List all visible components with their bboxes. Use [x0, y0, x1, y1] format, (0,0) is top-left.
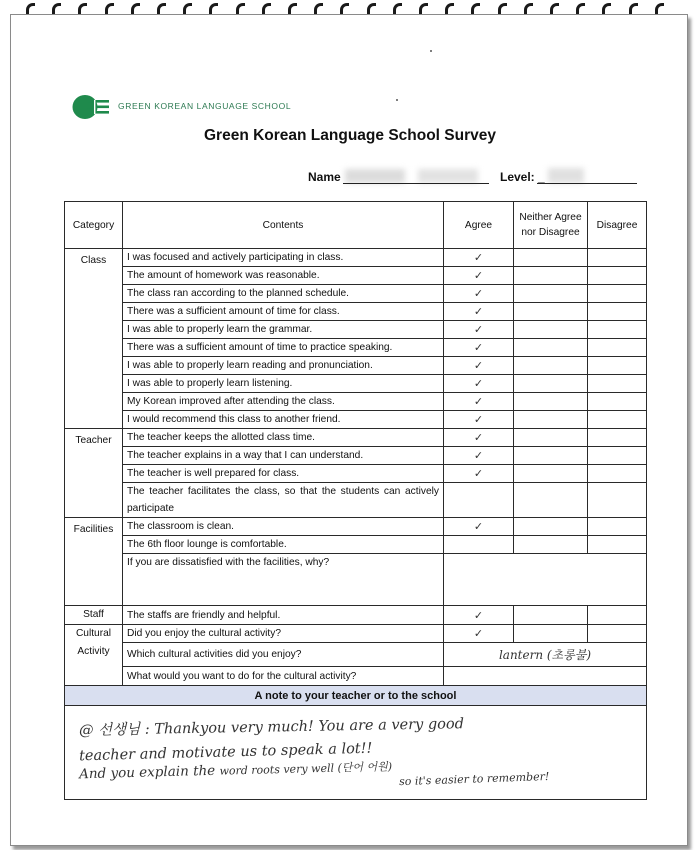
- category-class: Class: [65, 249, 123, 429]
- disagree-cell[interactable]: [588, 483, 647, 518]
- disagree-cell[interactable]: [588, 285, 647, 303]
- row-text: I would recommend this class to another friend.: [123, 411, 444, 429]
- disagree-cell[interactable]: [588, 393, 647, 411]
- row-text: I was able to properly learn listening.: [123, 375, 444, 393]
- table-row: [65, 483, 647, 518]
- row-text: The teacher facilitates the class, so that the students can actively participate: [123, 483, 444, 518]
- redacted-name: [345, 169, 405, 183]
- disagree-cell[interactable]: [588, 465, 647, 483]
- row-text: The teacher is well prepared for class.: [123, 465, 444, 483]
- page-title: Green Korean Language School Survey: [204, 127, 496, 144]
- disagree-cell[interactable]: [588, 357, 647, 375]
- neither-cell[interactable]: [514, 375, 588, 393]
- table-row: [65, 429, 647, 447]
- note-heading: A note to your teacher or to the school: [65, 686, 647, 706]
- level-field[interactable]: [537, 183, 637, 184]
- row-text: If you are dissatisfied with the facilities, why?: [123, 554, 444, 606]
- neither-cell[interactable]: [514, 285, 588, 303]
- disagree-cell[interactable]: [588, 625, 647, 643]
- agree-check[interactable]: ✓: [444, 518, 514, 536]
- header-category: Category: [65, 202, 123, 249]
- table-row: [65, 536, 647, 554]
- disagree-cell[interactable]: [588, 303, 647, 321]
- category-staff: Staff: [65, 606, 123, 625]
- neither-cell[interactable]: [514, 303, 588, 321]
- agree-check[interactable]: ✓: [444, 375, 514, 393]
- disagree-cell[interactable]: [588, 375, 647, 393]
- disagree-cell[interactable]: [588, 411, 647, 429]
- neither-cell[interactable]: [514, 357, 588, 375]
- header-contents: Contents: [123, 202, 444, 249]
- table-row: [65, 393, 647, 411]
- row-text: Which cultural activities did you enjoy?: [123, 643, 444, 667]
- table-row: [65, 357, 647, 375]
- row-text: There was a sufficient amount of time for class.: [123, 303, 444, 321]
- agree-check[interactable]: ✓: [444, 393, 514, 411]
- row-text: I was able to properly learn the grammar.: [123, 321, 444, 339]
- redacted-level: [548, 168, 584, 183]
- neither-cell[interactable]: [514, 411, 588, 429]
- agree-check[interactable]: ✓: [444, 411, 514, 429]
- agree-check[interactable]: ✓: [444, 339, 514, 357]
- table-row: [65, 285, 647, 303]
- agree-check[interactable]: ✓: [444, 606, 514, 625]
- row-text: My Korean improved after attending the class.: [123, 393, 444, 411]
- table-row: [65, 375, 647, 393]
- row-text: The 6th floor lounge is comfortable.: [123, 536, 444, 554]
- table-row: [65, 321, 647, 339]
- header-agree: Agree: [444, 202, 514, 249]
- note-header-row: [65, 686, 647, 706]
- row-text: There was a sufficient amount of time to practice speaking.: [123, 339, 444, 357]
- neither-cell[interactable]: [514, 429, 588, 447]
- category-facilities: Facilities: [65, 518, 123, 606]
- neither-cell[interactable]: [514, 321, 588, 339]
- neither-cell[interactable]: [514, 625, 588, 643]
- table-row: [65, 447, 647, 465]
- header-neither: Neither Agree nor Disagree: [514, 202, 588, 249]
- disagree-cell[interactable]: [588, 536, 647, 554]
- table-header-row: [65, 202, 647, 249]
- neither-cell[interactable]: [514, 393, 588, 411]
- agree-check[interactable]: ✓: [444, 447, 514, 465]
- agree-check[interactable]: ✓: [444, 285, 514, 303]
- row-text: The staffs are friendly and helpful.: [123, 606, 444, 625]
- agree-check[interactable]: ✓: [444, 465, 514, 483]
- agree-cell[interactable]: [444, 483, 514, 518]
- redacted-name: [418, 169, 478, 183]
- disagree-cell[interactable]: [588, 339, 647, 357]
- neither-cell[interactable]: [514, 465, 588, 483]
- row-text: The teacher keeps the allotted class time.: [123, 429, 444, 447]
- agree-cell[interactable]: [444, 536, 514, 554]
- agree-check[interactable]: ✓: [444, 429, 514, 447]
- note-line: @ 선생님 : Thankyou very much! You are a very good: [78, 716, 465, 739]
- disagree-cell[interactable]: [588, 447, 647, 465]
- disagree-cell[interactable]: [588, 429, 647, 447]
- neither-cell[interactable]: [514, 518, 588, 536]
- name-field[interactable]: [343, 183, 489, 184]
- paper-speck: [430, 50, 432, 52]
- note-line-text: word roots very well (단어 어원): [219, 760, 393, 778]
- table-row: [65, 606, 647, 625]
- note-line: so it's easier to remember!: [398, 769, 550, 789]
- row-text: I was able to properly learn reading and pronunciation.: [123, 357, 444, 375]
- category-teacher: Teacher: [65, 429, 123, 518]
- note-line-text: And you explain the: [78, 762, 216, 783]
- table-row: [65, 303, 647, 321]
- row-text: The amount of homework was reasonable.: [123, 267, 444, 285]
- agree-check[interactable]: ✓: [444, 267, 514, 285]
- row-text: I was focused and actively participating in class.: [123, 249, 444, 267]
- row-text: The class ran according to the planned schedule.: [123, 285, 444, 303]
- table-row: [65, 267, 647, 285]
- agree-check[interactable]: ✓: [444, 249, 514, 267]
- paper-speck: [396, 99, 398, 101]
- row-text: What would you want to do for the cultural activity?: [123, 667, 444, 686]
- row-text: The teacher explains in a way that I can understand.: [123, 447, 444, 465]
- disagree-cell[interactable]: [588, 321, 647, 339]
- agree-check[interactable]: ✓: [444, 321, 514, 339]
- neither-cell[interactable]: [514, 483, 588, 518]
- table-row: [65, 518, 647, 536]
- table-row: [65, 249, 647, 267]
- agree-check[interactable]: ✓: [444, 303, 514, 321]
- category-cultural-activity: Cultural Activity: [65, 625, 123, 686]
- level-label: Level: _: [500, 170, 545, 184]
- table-row: [65, 625, 647, 643]
- table-row: [65, 465, 647, 483]
- table-row: [65, 339, 647, 357]
- table-row: [65, 554, 647, 606]
- cultural-wish-field[interactable]: [444, 667, 647, 686]
- name-label: Name: [308, 170, 341, 184]
- neither-cell[interactable]: [514, 249, 588, 267]
- neither-cell[interactable]: [514, 536, 588, 554]
- disagree-cell[interactable]: [588, 249, 647, 267]
- disagree-cell[interactable]: [588, 606, 647, 625]
- table-row: [65, 667, 647, 686]
- agree-check[interactable]: ✓: [444, 357, 514, 375]
- row-text: The classroom is clean.: [123, 518, 444, 536]
- header-disagree: Disagree: [588, 202, 647, 249]
- row-text: Did you enjoy the cultural activity?: [123, 625, 444, 643]
- agree-check[interactable]: ✓: [444, 625, 514, 643]
- disagree-cell[interactable]: [588, 267, 647, 285]
- table-row: [65, 411, 647, 429]
- school-logo: [72, 94, 112, 120]
- neither-cell[interactable]: [514, 606, 588, 625]
- survey-table: [64, 201, 647, 800]
- neither-cell[interactable]: [514, 267, 588, 285]
- table-row: [65, 643, 647, 667]
- note-field[interactable]: [65, 706, 647, 800]
- school-name: GREEN KOREAN LANGUAGE SCHOOL: [118, 101, 292, 111]
- note-line: teacher and motivate us to speak a lot!!: [78, 740, 373, 765]
- note-row: [65, 706, 647, 800]
- neither-cell[interactable]: [514, 339, 588, 357]
- neither-cell[interactable]: [514, 447, 588, 465]
- facilities-answer-field[interactable]: [444, 554, 647, 606]
- cultural-answer-field[interactable]: lantern (초롱불): [444, 643, 647, 667]
- disagree-cell[interactable]: [588, 518, 647, 536]
